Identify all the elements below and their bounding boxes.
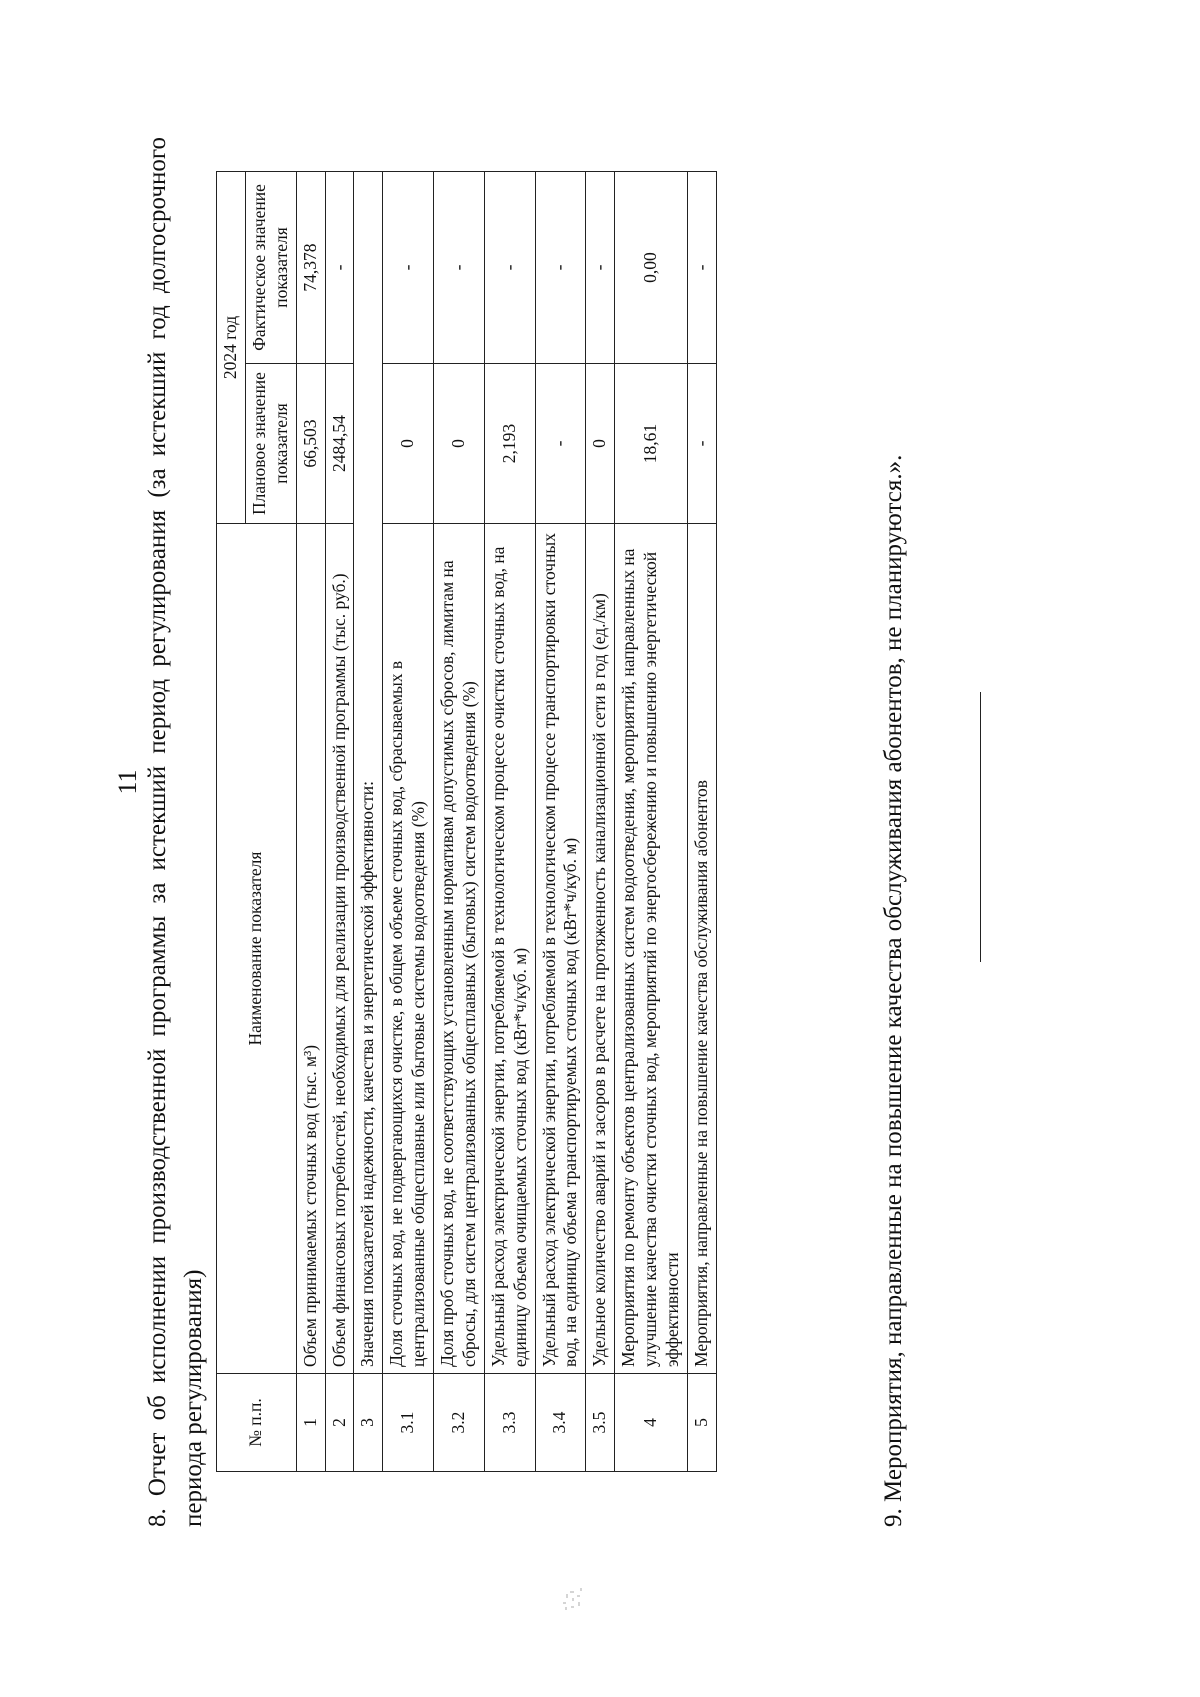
row-number: 3.1 [383,1374,434,1472]
row-plan-value: 18,61 [615,364,688,524]
row-indicator: Доля сточных вод, не подвергающихся очистке, в общем объеме сточных вод, сбрасываемых в централизованные общесплавные или бытовые системы водоотведения (%) [383,524,434,1374]
row-plan-value: 66,503 [296,364,325,524]
row-indicator: Значения показателей надежности, качества и энергетической эффективности: [354,172,383,1374]
row-plan-value: 0 [434,364,485,524]
row-fact-value: - [687,172,716,364]
production-program-report-table [216,171,717,1472]
row-plan-value: 2484,54 [325,364,354,524]
header-plan-value: Плановое значение показателя [245,364,296,524]
table-row [383,172,434,1472]
table-row [535,172,586,1472]
row-fact-value: - [434,172,485,364]
table-row [354,172,383,1472]
section-9-text: 9. Мероприятия, направленные на повышение качества обслуживания абонентов, не планируются.». [880,454,907,1527]
row-fact-value: - [535,172,586,364]
table-row [484,172,535,1472]
section-8-heading: 8. Отчет об исполнении производственной программы за истекший период регулирования (за истекший год долгосрочного периода регулирования) [144,137,207,1527]
row-fact-value: - [325,172,354,364]
row-indicator: Удельное количество аварий и засоров в расчете на протяженность канализационной сети в год (ед./км) [586,524,615,1374]
row-number: 3.2 [434,1374,485,1472]
row-indicator: Удельный расход электрической энергии, потребляемой в технологическом процессе очистки сточных вод, на единицу объема очищаемых сточных вод (кВт*ч/куб. м) [484,524,535,1374]
header-indicator-name: Наименование показателя [217,524,297,1374]
row-fact-value: - [586,172,615,364]
page-number: 11 [113,769,142,795]
row-plan-value: 0 [383,364,434,524]
row-fact-value: 0,00 [615,172,688,364]
row-number: 3.5 [586,1374,615,1472]
row-number: 1 [296,1374,325,1472]
row-indicator: Удельный расход электрической энергии, потребляемой в технологическом процессе транспортировки сточных вод, на единицу объема транспортируемых сточных вод (кВт*ч/куб. м) [535,524,586,1374]
row-indicator: Объем финансовых потребностей, необходимых для реализации производственной программы (тыс. руб.) [325,524,354,1374]
row-number: 3 [354,1374,383,1472]
header-year: 2024 год [217,172,246,524]
row-number: 4 [615,1374,688,1472]
table-row [434,172,485,1472]
scan-artifact-mark [562,1586,586,1612]
row-indicator: Объем принимаемых сточных вод (тыс. м³) [296,524,325,1374]
row-indicator: Доля проб сточных вод, не соответствующих установленным нормативам допустимых сбросов, лимитам на сбросы, для систем централизованных общесплавных (бытовых) систем водоотведения (%) [434,524,485,1374]
row-plan-value: - [687,364,716,524]
header-fact-value: Фактическое значение показателя [245,172,296,364]
row-number: 5 [687,1374,716,1472]
table-row [325,172,354,1472]
closing-divider [980,692,981,962]
row-fact-value: - [383,172,434,364]
row-fact-value: - [484,172,535,364]
table-header-row [217,172,246,1472]
row-indicator: Мероприятия, направленные на повышение качества обслуживания абонентов [687,524,716,1374]
table-row [296,172,325,1472]
row-plan-value: - [535,364,586,524]
table-row [586,172,615,1472]
table-row [687,172,716,1472]
header-number: № п.п. [217,1374,297,1472]
row-plan-value: 2,193 [484,364,535,524]
table-row [615,172,688,1472]
row-number: 2 [325,1374,354,1472]
row-indicator: Мероприятия по ремонту объектов централизованных систем водоотведения, мероприятий, направленных на улучшение качества очистки сточных вод, мероприятий по энергосбережению и повышению энергетической эффективности [615,524,688,1374]
row-number: 3.3 [484,1374,535,1472]
row-fact-value: 74,378 [296,172,325,364]
row-number: 3.4 [535,1374,586,1472]
row-plan-value: 0 [586,364,615,524]
